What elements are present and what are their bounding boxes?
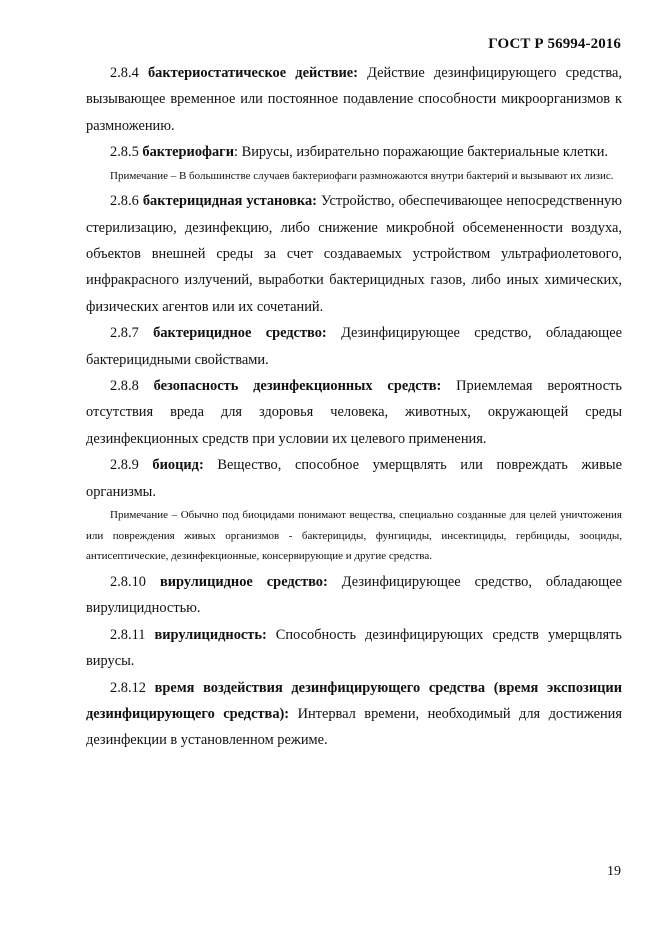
note-bacteriophages: Примечание – В большинстве случаев бактериофаги размножаются внутри бактерий и вызывают их лизис. [110, 169, 614, 182]
term-number: 2.8.4 [110, 65, 139, 81]
term-definition: Интервал времени, необходимый для достижения дезинфекции в установленном режиме. [86, 705, 622, 749]
term-definition: Вещество, способное умерщвлять или повреждать живые организмы. [86, 457, 622, 500]
term-definition: Приемлемая вероятность отсутствия вреда для здоровья человека, животных, окружающей среды дезинфекционных средств при условии их целевого применения. [86, 378, 622, 447]
term-name: бактерицидная установка: [142, 193, 317, 210]
term-definition: Дезинфицирующее средство, обладающее вирулицидностью. [86, 573, 622, 617]
term-name: безопасность дезинфекционных средств: [153, 378, 442, 395]
term-number: 2.8.8 [110, 378, 139, 395]
term-definition: Дезинфицирующее средство, обладающее бактерицидными свойствами. [86, 325, 622, 368]
page-number: 19 [607, 864, 621, 879]
term-definition: Действие дезинфицирующего средства, вызывающее временное или постоянное подавление способности микроорганизмов к размножению. [86, 65, 622, 134]
term-number: 2.8.7 [110, 325, 139, 342]
term-name: бактерицидное средство: [153, 325, 327, 342]
term-2-8-5 [86, 139, 622, 165]
term-number: 2.8.11 [110, 626, 146, 643]
term-2-8-10 [86, 569, 622, 622]
term-2-8-11 [86, 622, 622, 675]
term-name: биоцид: [152, 457, 204, 474]
term-name: бактериостатическое действие: [147, 65, 358, 81]
term-number: 2.8.10 [110, 573, 146, 590]
term-name: время воздействия дезинфицирующего средства (время экспозиции дезинфицирующего средства): [86, 679, 622, 722]
term-2-8-9 [86, 452, 622, 505]
term-name: бактериофаги [142, 144, 234, 161]
term-name: вирулицидность: [154, 626, 267, 643]
term-number: 2.8.12 [110, 679, 146, 696]
term-2-8-7 [86, 320, 622, 373]
term-2-8-6 [86, 188, 622, 320]
term-definition: Устройство, обеспечивающее непосредственную стерилизацию, дезинфекцию, либо снижение микробной обсемененности воздуха, объектов внешней среды за счет создаваемых устройством ультрафиолетового, инфракрасного излучений, выработки бактерицидных газов, либо иных химических, физических агентов или их сочетаний. [86, 193, 622, 315]
document-code-header: ГОСТ Р 56994-2016 [488, 36, 621, 52]
document-body [86, 60, 622, 754]
term-2-8-4 [86, 60, 622, 139]
term-name: вирулицидное средство: [159, 573, 328, 590]
term-2-8-12 [86, 675, 622, 754]
term-number: 2.8.6 [110, 193, 139, 210]
note-biocides: Примечание – Обычно под биоцидами понимают вещества, специально созданные для целей уничтожения или повреждения живых организмов - бактерициды, фунгициды, инсектициды, гербициды, зооциды, антисептические, дезинфекционные, консервирующие и другие средства. [86, 509, 622, 563]
term-2-8-8 [86, 373, 622, 452]
term-number: 2.8.9 [110, 457, 139, 474]
term-number: 2.8.5 [110, 144, 139, 161]
term-definition: : Вирусы, избирательно поражающие бактериальные клетки. [234, 144, 609, 161]
term-definition: Способность дезинфицирующих средств умерщвлять вирусы. [86, 626, 622, 670]
